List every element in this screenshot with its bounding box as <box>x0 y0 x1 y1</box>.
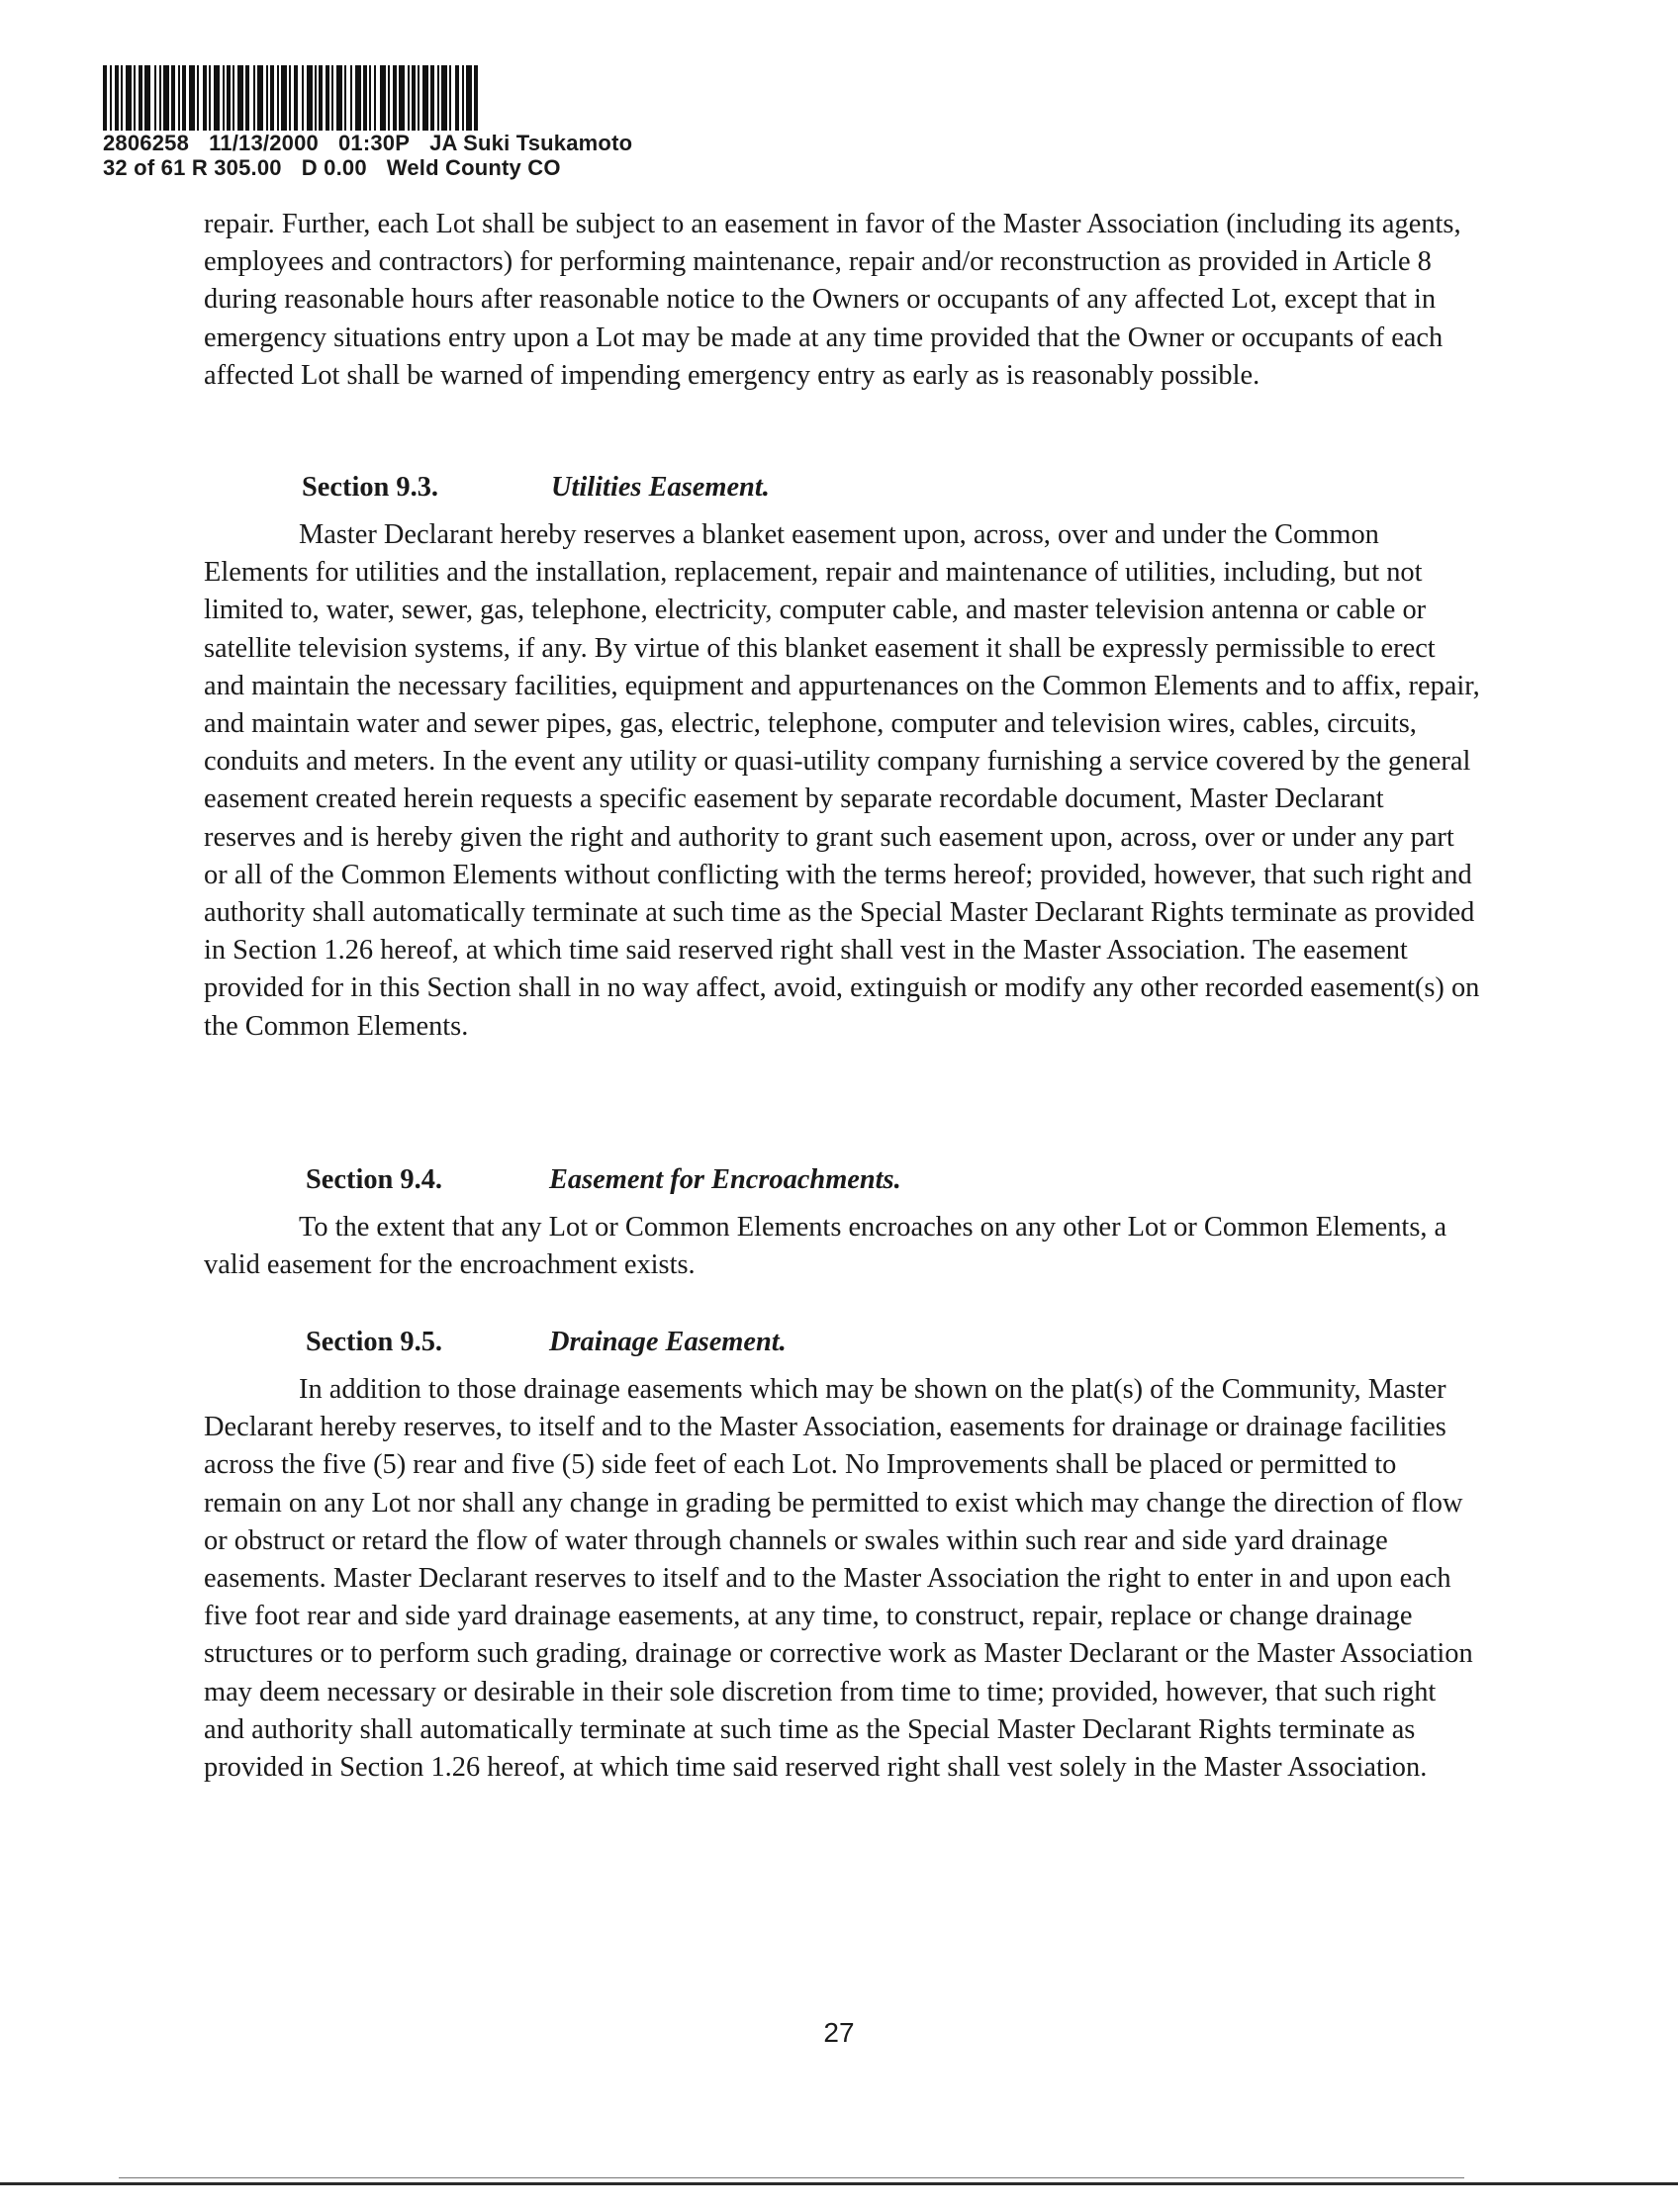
section-number: Section 9.5. <box>306 1327 443 1357</box>
stamp-line-2 <box>103 155 652 180</box>
section-title: Drainage Easement. <box>549 1327 787 1357</box>
section-body-9-3 <box>204 516 1480 1046</box>
section-number: Section 9.4. <box>306 1164 443 1195</box>
intro-paragraph-block <box>204 206 1480 395</box>
section-heading-9-4 <box>306 1161 901 1199</box>
record-date: 11/13/2000 <box>209 131 319 155</box>
recording-stamp <box>103 65 652 180</box>
scan-edge-line-thin <box>119 2177 1464 2178</box>
section-body-9-4 <box>204 1209 1480 1284</box>
stamp-line-1 <box>103 131 652 155</box>
section-text: To the extent that any Lot or Common Elements encroaches on any other Lot or Common Elements, a valid easement for the encroachment exists. <box>204 1212 1447 1281</box>
intro-paragraph: repair. Further, each Lot shall be subject to an easement in favor of the Master Association (including its agents, employees and contractors) for performing maintenance, repair and/or reconstruction as provided in Article 8 during reasonable hours after reasonable notice to the Owners or occupants of any affected Lot, except that in emergency situations entry upon a Lot may be made at any time provided that the Owner or occupants of each affected Lot shall be warned of impending emergency entry as early as is reasonably possible. <box>204 209 1461 391</box>
record-time: 01:30P <box>337 131 411 155</box>
section-text: In addition to those drainage easements which may be shown on the plat(s) of the Community, Master Declarant hereby reserves, to itself and to the Master Association, easements for drainage or drainage facilities across the five (5) rear and five (5) side feet of each Lot. No Improvements shall be placed or permitted to remain on any Lot nor shall any change in grading be permitted to exist which may change the direction of flow or obstruct or retard the flow of water through channels or swales within such rear and side yard drainage easements. Master Declarant reserves to itself and to the Master Association the right to enter in and upon each five foot rear and side yard drainage easements, at any time, to construct, repair, replace or change drainage structures or to perform such grading, drainage or corrective work as Master Declarant or the Master Association may deem necessary or desirable in their sole discretion from time to time; provided, however, that such right and authority shall automatically terminate at such time as the Special Master Declarant Rights terminate as provided in Section 1.26 hereof, at which time said reserved right shall vest solely in the Master Association. <box>204 1374 1473 1784</box>
section-title: Easement for Encroachments. <box>549 1164 901 1195</box>
page-number: 27 <box>823 2017 855 2048</box>
barcode-gap <box>478 65 480 131</box>
county: Weld County CO <box>386 155 561 180</box>
section-title: Utilities Easement. <box>551 472 770 503</box>
doc-number: 2806258 <box>103 131 190 155</box>
barcode <box>103 65 652 131</box>
recorder-name: JA Suki Tsukamoto <box>429 131 633 155</box>
doc-fee: D 0.00 <box>301 155 367 180</box>
section-heading-9-5 <box>306 1324 787 1361</box>
section-number: Section 9.3. <box>302 472 439 503</box>
section-body-9-5 <box>204 1371 1480 1787</box>
page-info: 32 of 61 R 305.00 <box>103 155 282 180</box>
section-text: Master Declarant hereby reserves a blanket easement upon, across, over and under the Common Elements for utilities and the installation, replacement, repair and maintenance of utilities, including, but not limited to, water, sewer, gas, telephone, electricity, computer cable, and master television antenna or cable or satellite television systems, if any. By virtue of this blanket easement it shall be expressly permissible to erect and maintain the necessary facilities, equipment and appurtenances on the Common Elements and to affix, repair, and maintain water and sewer pipes, gas, electric, telephone, computer and television wires, cables, circuits, conduits and meters. In the event any utility or quasi-utility company furnishing a service covered by the general easement created herein requests a specific easement by separate recordable document, Master Declarant reserves and is hereby given the right and authority to grant such easement upon, across, over or under any part or all of the Common Elements without conflicting with the terms hereof; provided, however, that such right and authority shall automatically terminate at such time as the Special Master Declarant Rights terminate as provided in Section 1.26 hereof, at which time said reserved right shall vest in the Master Association. The easement provided for in this Section shall in no way affect, avoid, extinguish or modify any other recorded easement(s) on the Common Elements. <box>204 519 1480 1042</box>
section-heading-9-3 <box>302 469 770 507</box>
scan-edge-line <box>0 2182 1678 2185</box>
